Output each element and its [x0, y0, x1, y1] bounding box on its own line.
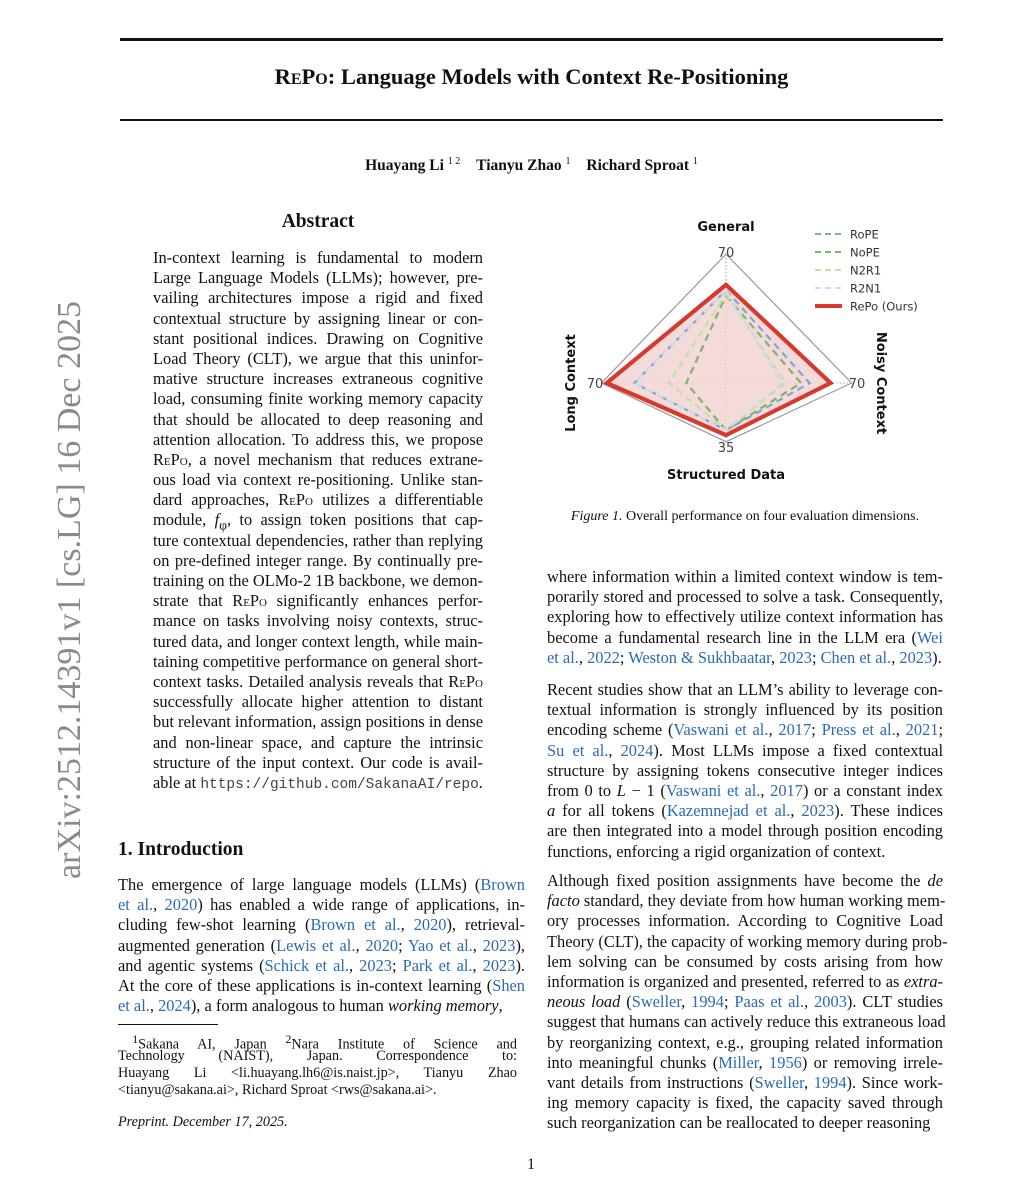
citation-link[interactable]: et al.	[547, 647, 579, 667]
text-line: and agentic systems (Schick et al., 2023; Park et al., 2023).	[118, 955, 525, 975]
citation-link[interactable]: Schick et al.	[264, 955, 350, 975]
legend-label: N2R1	[850, 263, 882, 278]
text-line: contextual structure by assigning linear or con-	[153, 308, 483, 328]
legend-label: R2N1	[850, 281, 882, 296]
caption-label: Figure 1.	[570, 509, 623, 524]
text-line: Huayang Li <li.huayang.lh6@is.naist.jp>, Tianyu Zhao	[118, 1065, 517, 1081]
text-line: attention allocation. To address this, we propose	[153, 429, 483, 449]
introduction-heading: 1. Introduction	[118, 839, 244, 860]
text-line: vant details from instructions (Sweller, 1994). Since work-	[547, 1072, 944, 1092]
author	[476, 157, 570, 174]
citation-link[interactable]: Miller	[718, 1052, 759, 1072]
introduction-paragraph	[118, 875, 525, 1016]
text-line: textual information is strongly influenced by its position	[547, 700, 943, 720]
citation-link[interactable]: Chen et al.	[820, 647, 892, 667]
text-line: vailing architectures impose a rigid and fixed	[153, 288, 483, 308]
text-line: load, consuming finite working memory capacity	[153, 389, 483, 409]
author-list	[120, 156, 943, 175]
citation-link[interactable]: Park et al.	[402, 955, 473, 975]
arxiv-identifier[interactable]: arXiv:2512.14391v1 [cs.LG] 16 Dec 2025	[51, 301, 88, 879]
text-line: successfully allocate higher attention to distant	[153, 692, 483, 712]
citation-link[interactable]: Brown et al.	[310, 915, 401, 935]
italic-text: f	[214, 510, 220, 530]
text-line: mative structure increases extraneous cognitive	[153, 369, 483, 389]
text-line: RePo, a novel mechanism that reduces extrane-	[153, 449, 483, 469]
text-line: become a fundamental research line in the LLM era (Wei	[547, 627, 943, 647]
text-line: <tianyu@sakana.ai>, Richard Sproat <rws@sakana.ai>.	[118, 1082, 437, 1098]
text-line: strate that RePo significantly enhances perfor-	[153, 591, 483, 611]
legend-label: RoPE	[850, 227, 879, 242]
text-line: suggest that humans can actively reduce this extraneous load	[547, 1012, 946, 1032]
italic-text: extra-	[903, 971, 943, 991]
citation-link[interactable]: Lewis et al.	[276, 935, 356, 955]
text-line: a for all tokens (Kazemnejad et al., 2023). These indices	[547, 801, 943, 821]
axis-label: Long Context	[564, 334, 579, 432]
abstract-body	[153, 248, 483, 793]
citation-link[interactable]: Brown	[480, 875, 525, 894]
text-line: neous load (Sweller, 1994; Paas et al., 2003). CLT studies	[547, 992, 943, 1012]
citation-link[interactable]: 2023	[801, 801, 835, 821]
top-rule	[120, 38, 943, 41]
text-line: Technology (NAIST), Japan. Correspondence to:	[118, 1048, 517, 1064]
text-line: are then integrated into a model through position encoding	[547, 821, 943, 841]
axis-label: Structured Data	[666, 468, 786, 483]
text-line: from 0 to L − 1 (Vaswani et al., 2017) or a constant index	[547, 780, 943, 800]
citation-link[interactable]: 2023	[899, 647, 933, 667]
axis-label: General	[697, 220, 755, 235]
text-line: ture contextual dependencies, rather than replying	[153, 530, 483, 550]
superscript: 2	[285, 1032, 292, 1046]
text-line: et al., 2022; Weston & Sukhbaatar, 2023; Chen et al., 2023).	[547, 647, 942, 667]
citation-link[interactable]: Sweller	[754, 1072, 804, 1092]
text-line: able at https://github.com/SakanaAI/repo.	[153, 772, 483, 793]
figure-caption	[547, 509, 943, 525]
legend-label: RePo (Ours)	[850, 299, 918, 314]
citation-link[interactable]: Weston & Sukhbaatar	[628, 647, 771, 667]
author-name: Tianyu Zhao	[476, 157, 562, 175]
text-line: lem solving can be consumed by costs arising from how	[547, 951, 943, 971]
method-name: RePo	[278, 490, 313, 510]
text-line: ory processes information. According to Cognitive Load	[547, 911, 943, 931]
citation-link[interactable]: 2020	[365, 935, 399, 955]
text-line: Large Language Models (LLMs); however, pre-	[153, 268, 483, 288]
affiliation-sup: 1	[692, 156, 698, 167]
footnote	[118, 1031, 517, 1099]
citation-link[interactable]: Wei	[917, 627, 943, 647]
author	[365, 157, 460, 174]
right-paragraph-1	[547, 567, 943, 668]
text-line: into meaningful chunks (Miller, 1956) or removing irrele-	[547, 1052, 943, 1072]
text-line: Su et al., 2024). Most LLMs impose a fixed contextual	[547, 740, 944, 760]
method-name: RePo	[232, 591, 267, 611]
title-repo: RePo	[274, 64, 328, 89]
citation-link[interactable]: 2024	[620, 740, 654, 760]
text-line: et al., 2024), a form analogous to human working memory,	[118, 996, 503, 1016]
citation-link[interactable]: 2021	[905, 720, 939, 740]
citation-link[interactable]: 2023	[779, 647, 812, 667]
italic-text: neous load	[547, 992, 621, 1012]
text-line: Although fixed position assignments have become the de	[547, 871, 943, 890]
italic-text: facto	[547, 891, 580, 911]
text-line: ing memory capacity is fixed, the capacity saved through	[547, 1093, 943, 1113]
text-line: but relevant information, assign positions in dense	[153, 712, 484, 732]
citation-link[interactable]: Sweller	[631, 992, 682, 1012]
citation-link[interactable]: Yao et al.	[407, 935, 473, 955]
citation-link[interactable]: Vaswani et al.	[673, 720, 769, 740]
text-line: mance on tasks involving noisy contexts, struc-	[153, 611, 483, 631]
citation-link[interactable]: 2024	[158, 996, 191, 1016]
citation-link[interactable]: Paas et al.	[734, 992, 805, 1012]
citation-link[interactable]: 2017	[778, 720, 812, 740]
citation-link[interactable]: Shen	[492, 975, 525, 995]
text-line: where information within a limited context window is tem-	[547, 567, 943, 586]
tick-label: 70	[848, 377, 866, 392]
citation-link[interactable]: 2020	[164, 895, 198, 915]
code-url[interactable]: https://github.com/SakanaAI/repo	[200, 776, 479, 793]
citation-link[interactable]: Press et al.	[821, 720, 896, 740]
axis-label: Noisy Context	[873, 331, 888, 435]
right-paragraph-3	[547, 871, 948, 1133]
page-number: 1	[527, 1156, 535, 1173]
citation-link[interactable]: 1956	[769, 1052, 802, 1072]
method-name: RePo	[153, 449, 188, 469]
author-name: Huayang Li	[365, 157, 444, 175]
tick-label: 70	[586, 377, 604, 392]
subscript: φ	[219, 517, 228, 533]
author	[586, 157, 698, 174]
italic-text: working memory	[387, 996, 499, 1016]
text-line: Load Theory (CLT), we argue that this uninfor-	[153, 348, 483, 368]
text-line: ous load via context re-positioning. Unlike stan-	[153, 470, 483, 490]
tick-label: 70	[717, 246, 735, 261]
title-rule	[120, 119, 943, 121]
text-line: module, $f_\varphi$, to assign token positions that cap-	[153, 510, 483, 533]
citation-link[interactable]: Su et al.	[547, 740, 609, 760]
citation-link[interactable]: 1994	[691, 992, 724, 1012]
text-line: encoding scheme (Vaswani et al., 2017; Press et al., 2021;	[547, 720, 944, 740]
text-line: on pre-defined integer range. By continually pre-	[153, 550, 483, 570]
citation-link[interactable]: 2020	[413, 915, 447, 935]
text-line: that should be allocated to deep reasoning and	[153, 409, 483, 429]
text-line: tured data, and longer context length, while main-	[153, 631, 483, 651]
method-name: RePo	[448, 671, 483, 691]
legend-label: NoPE	[850, 245, 880, 260]
text-line: functions, enforcing a rigid organization of context.	[547, 841, 886, 861]
text-line: structure of the input context. Our code is avail-	[153, 752, 483, 772]
citation-link[interactable]: et al.	[118, 895, 154, 915]
text-line: Recent studies show that an LLM’s ability to leverage con-	[547, 680, 943, 699]
citation-link[interactable]: 2023	[482, 935, 516, 955]
text-line: cluding few-shot learning (Brown et al., 2020), retrieval-	[118, 915, 526, 935]
text-line: et al., 2020) has enabled a wide range of applications, in-	[118, 895, 525, 915]
text-line: context tasks. Detailed analysis reveals that RePo	[153, 671, 483, 691]
text-line: information is organized and presented, referred to as extra-	[547, 971, 943, 991]
citation-link[interactable]: 2023	[359, 955, 392, 975]
affiliation-sup: 1 2	[447, 156, 461, 167]
text-line: and non-linear space, and capture the intrinsic	[153, 732, 483, 752]
citation-link[interactable]: 2017	[770, 780, 803, 800]
author-name: Richard Sproat	[586, 157, 690, 175]
italic-text: de	[927, 871, 943, 890]
text-line: stant positional indices. Drawing on Cognitive	[153, 328, 483, 348]
text-line: augmented generation (Lewis et al., 2020; Yao et al., 2023),	[118, 935, 525, 955]
title-rest: : Language Models with Context Re-Positioning	[327, 64, 789, 89]
text-line: by reorganizing context, e.g., grouping related information	[547, 1032, 943, 1052]
citation-link[interactable]: Kazemnejad et al.	[666, 801, 791, 821]
text-line: training on the OLMo-2 1B backbone, we demon-	[153, 571, 483, 590]
footnote-rule	[118, 1024, 218, 1025]
superscript: 1	[132, 1032, 139, 1046]
citation-link[interactable]: 2023	[482, 955, 516, 975]
text-line: At the core of these applications is in-context learning (Shen	[118, 975, 525, 995]
text-line: structure by assigning tokens consecutive integer indices	[547, 760, 943, 780]
text-line: facto standard, they deviate from how human working mem-	[547, 891, 946, 911]
italic-text: L	[616, 780, 626, 800]
affiliation-sup: 1	[565, 156, 571, 167]
paper-title	[120, 64, 943, 90]
citation-link[interactable]: et al.	[118, 996, 150, 1016]
series-repo-ours	[607, 285, 831, 435]
text-line: porarily stored and processed to solve a task. Consequently,	[547, 587, 943, 607]
text-line: The emergence of large language models (LLMs) (Brown	[118, 875, 525, 894]
caption-text: Overall performance on four evaluation dimensions.	[622, 509, 920, 524]
italic-text: a	[547, 801, 556, 821]
citation-link[interactable]: 2022	[587, 647, 620, 667]
text-line: $^1$Sakana AI, Japan $^2$Nara Institute of Science and	[132, 1032, 517, 1053]
tick-label: 35	[717, 441, 735, 456]
text-line: taining competitive performance on general short-	[153, 651, 483, 671]
citation-link[interactable]: 2003	[814, 992, 847, 1012]
preprint-note: Preprint. December 17, 2025.	[118, 1114, 288, 1130]
text-line: such reorganization can be reallocated to deeper reasoning	[547, 1113, 931, 1133]
citation-link[interactable]: Vaswani et al.	[665, 780, 761, 800]
right-paragraph-2	[547, 680, 943, 862]
citation-link[interactable]: 1994	[813, 1072, 847, 1092]
text-line: exploring how to effectively utilize context information has	[547, 607, 943, 627]
text-line: In-context learning is fundamental to modern	[153, 248, 483, 267]
radar-chart	[547, 205, 943, 495]
abstract-heading: Abstract	[281, 211, 355, 232]
text-line: Theory (CLT), the capacity of working memory during prob-	[547, 931, 948, 951]
text-line: dard approaches, RePo utilizes a differentiable	[153, 490, 484, 510]
